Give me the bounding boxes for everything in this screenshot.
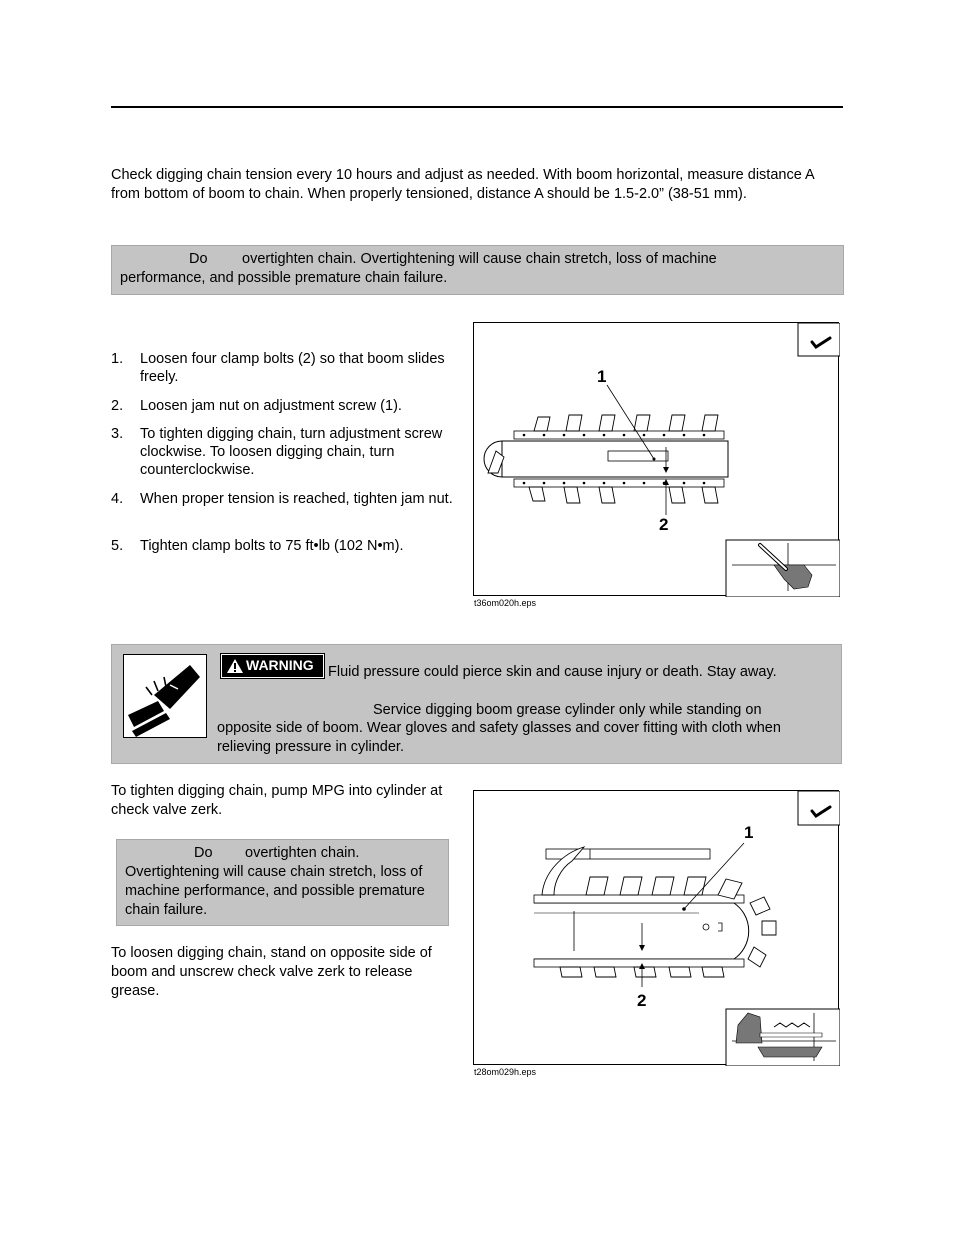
notice-box-2 — [116, 839, 449, 926]
notice-1-do: Do — [189, 251, 208, 267]
notice-2-line1: overtighten chain. — [245, 845, 360, 861]
notice-2-do: Do — [194, 845, 213, 861]
figure-1-screw-adjust — [473, 322, 839, 596]
step-text: When proper tension is reached, tighten jam nut. — [140, 491, 453, 507]
step-number: 1. — [111, 351, 124, 367]
header-rule — [111, 106, 843, 108]
warning-box — [111, 644, 842, 764]
step-text: Tighten clamp bolts to 75 ft•lb (102 N•m). — [140, 538, 404, 554]
figure-2-caption: t28om029h.eps — [474, 1067, 537, 1077]
warning-text-1: Fluid pressure could pierce skin and cause injury or death. Stay away. — [328, 664, 777, 680]
warning-badge-label: WARNING — [246, 657, 314, 673]
warning-triangle-icon — [226, 658, 244, 674]
step-text: Loosen jam nut on adjustment screw (1). — [140, 398, 402, 414]
step-number: 5. — [111, 538, 124, 554]
notice-2-rest: Overtightening will cause chain stretch, loss of machine performance, and possible premature chain failure. — [125, 864, 425, 918]
warning-text-2-line-1: Service digging boom grease cylinder only while standing on — [373, 702, 762, 718]
loosen-paragraph: To loosen digging chain, stand on opposite side of boom and unscrew check valve zerk to release grease. — [111, 945, 432, 999]
warning-text-2-line-3: relieving pressure in cylinder. — [217, 739, 404, 755]
figure-1-caption: t36om020h.eps — [474, 598, 537, 608]
figure-2-callout-1: 1 — [744, 823, 754, 842]
chain-boom-illustration-1 — [474, 323, 840, 597]
tighten-paragraph: To tighten digging chain, pump MPG into cylinder at check valve zerk. — [111, 783, 443, 818]
step-text: To tighten digging chain, turn adjustment screw clockwise. To loosen digging chain, turn counterclockwise. — [140, 426, 443, 478]
warning-text-2-line-2: opposite side of boom. Wear gloves and safety glasses and cover fitting with cloth when — [217, 720, 781, 736]
notice-1-line1: overtighten chain. Overtightening will cause chain stretch, loss of machine — [242, 251, 717, 267]
step-number: 3. — [111, 426, 124, 442]
step-number: 2. — [111, 398, 124, 414]
figure-1-callout-1: 1 — [597, 367, 607, 386]
step-text: Loosen four clamp bolts (2) so that boom slides freely. — [140, 351, 445, 385]
notice-1-line2: performance, and possible premature chain failure. — [120, 270, 448, 286]
figure-2-callout-2: 2 — [637, 991, 647, 1010]
figure-2-cylinder-adjust — [473, 790, 839, 1065]
intro-paragraph: Check digging chain tension every 10 hours and adjust as needed. With boom horizontal, measure distance A from bottom of boom to chain. When properly tensioned, distance A should be 1.5-2.0” (38-51 mm). — [111, 167, 814, 202]
chain-boom-illustration-2 — [474, 791, 840, 1066]
pressure-hazard-icon — [123, 654, 207, 738]
notice-box-1 — [111, 245, 844, 295]
figure-1-callout-2: 2 — [659, 515, 669, 534]
step-number: 4. — [111, 491, 124, 507]
warning-badge — [221, 654, 324, 678]
